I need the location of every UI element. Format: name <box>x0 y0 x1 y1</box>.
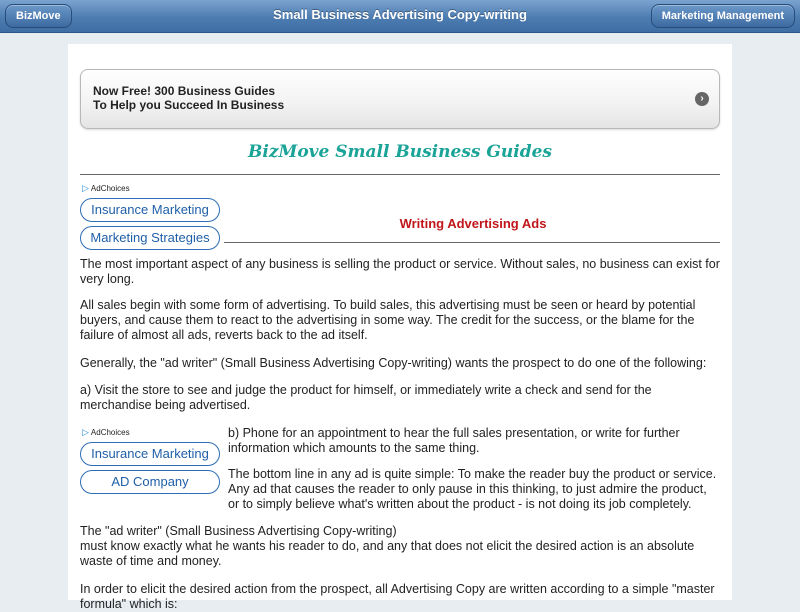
paragraph-6 <box>228 467 728 512</box>
text-line: failure of almost all ads, reverts back to the ad itself. <box>80 328 368 342</box>
heading-divider <box>224 242 720 243</box>
promo-line-1: Now Free! 300 Business Guides <box>93 84 276 98</box>
adchoices-label[interactable] <box>82 427 130 438</box>
text-line: information which amounts to the same thing. <box>228 441 480 455</box>
divider <box>80 174 720 175</box>
text-line: very long. <box>80 272 135 286</box>
free-guides-banner[interactable] <box>80 69 720 129</box>
adchoices-text: AdChoices <box>90 184 130 193</box>
paragraph-2 <box>80 298 726 343</box>
site-brand-heading: BizMove Small Business Guides <box>248 142 552 162</box>
text-line: All sales begin with some form of advertising. To build sales, this advertising must be seen or heard by potential <box>80 298 696 312</box>
text-line: must know exactly what he wants his reader to do, and any that does not elicit the desired action is an absolute <box>80 539 695 553</box>
marketing-management-button[interactable]: Marketing Management <box>651 4 795 28</box>
paragraph-8 <box>80 582 726 612</box>
text-line: In order to elicit the desired action from the prospect, all Advertising Copy are written according to a simple "master <box>80 582 715 596</box>
text-line: waste of time and money. <box>80 554 222 568</box>
text-line: formula" which is: <box>80 597 178 611</box>
ad-link-insurance-marketing-2[interactable]: Insurance Marketing <box>80 442 220 466</box>
page-title: Small Business Advertising Copy-writing <box>273 7 527 22</box>
ad-link-insurance-marketing[interactable]: Insurance Marketing <box>80 198 220 222</box>
article-heading: Writing Advertising Ads <box>399 216 547 231</box>
chevron-right-icon[interactable]: › <box>695 92 709 106</box>
ad-link-ad-company[interactable]: AD Company <box>80 470 220 494</box>
paragraph-3: Generally, the "ad writer" (Small Business Advertising Copy-writing) wants the prospect to do one of the following: <box>80 356 707 370</box>
paragraph-1 <box>80 257 726 287</box>
adchoices-icon: ▷ <box>82 427 89 437</box>
text-line: b) Phone for an appointment to hear the full sales presentation, or write for further <box>228 426 680 440</box>
bizmove-home-button[interactable]: BizMove <box>5 4 72 28</box>
text-line: Any ad that causes the reader to only pause in this thinking, to just admire the product, <box>228 482 707 496</box>
ad-link-marketing-strategies[interactable]: Marketing Strategies <box>80 226 220 250</box>
text-line: or to simply believe what's written about the product - is not doing its job completely. <box>228 497 692 511</box>
adchoices-label[interactable] <box>82 183 130 194</box>
text-line: The "ad writer" (Small Business Advertising Copy-writing) <box>80 524 397 538</box>
paragraph-7 <box>80 524 726 569</box>
paragraph-4 <box>80 383 726 413</box>
promo-line-2: To Help you Succeed In Business <box>93 98 285 112</box>
text-line: buyers, and cause them to react to the advertising in some way. The credit for the success, or the blame for the <box>80 313 695 327</box>
adchoices-icon: ▷ <box>82 183 89 193</box>
paragraph-5 <box>228 426 728 456</box>
top-navigation-bar <box>0 0 800 33</box>
text-line: merchandise being advertised. <box>80 398 251 412</box>
text-line: The most important aspect of any business is selling the product or service. Without sales, no business can exist for <box>80 257 720 271</box>
content-panel <box>68 44 732 611</box>
text-line: a) Visit the store to see and judge the product for himself, or immediately write a check and send for the <box>80 383 652 397</box>
adchoices-text: AdChoices <box>90 428 130 437</box>
text-line: The bottom line in any ad is quite simple: To make the reader buy the product or service. <box>228 467 717 481</box>
